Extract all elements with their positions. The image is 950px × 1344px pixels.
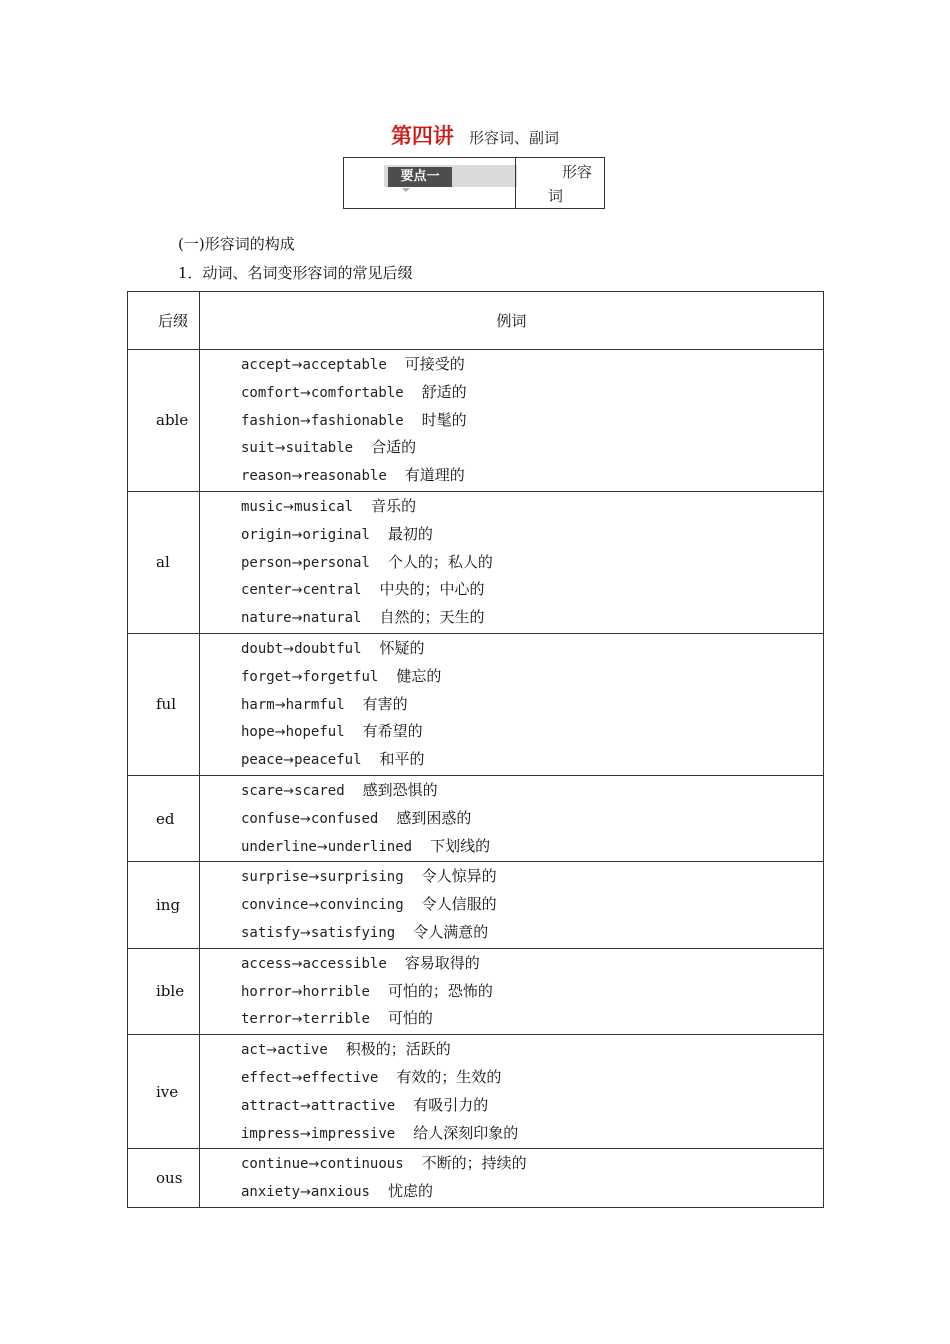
example-line	[241, 406, 823, 434]
examples-cell	[200, 491, 824, 633]
example-line	[241, 918, 823, 946]
base-word: continue	[241, 1156, 309, 1173]
suffix-cell: ful	[128, 633, 200, 775]
derived-word: continuous	[319, 1156, 404, 1173]
meaning: 令人惊异的	[421, 867, 497, 886]
example-line	[241, 1149, 823, 1177]
word-derivation	[241, 984, 370, 1000]
example-line	[241, 890, 823, 918]
table-row	[128, 1035, 824, 1149]
examples-cell	[200, 1035, 824, 1149]
arrow-icon: →	[291, 469, 303, 485]
suffix-cell: al	[128, 491, 200, 633]
meaning: 怀疑的	[379, 638, 425, 657]
arrow-icon: →	[300, 925, 311, 941]
suffix-cell: ed	[128, 775, 200, 861]
derived-word: reasonable	[302, 468, 387, 485]
section-subheading: 1．动词、名词变形容词的常见后缀	[178, 264, 413, 282]
derived-word: surprising	[319, 869, 404, 886]
suffix-cell: able	[128, 350, 200, 492]
suffix-cell: ible	[128, 948, 200, 1034]
word-derivation	[241, 413, 404, 429]
meaning: 给人深刻印象的	[413, 1123, 519, 1142]
arrow-icon: →	[291, 583, 303, 599]
derived-word: accessible	[302, 955, 387, 972]
base-word: horror	[241, 983, 292, 1000]
word-derivation	[241, 1156, 404, 1172]
word-derivation	[241, 582, 362, 598]
example-line	[241, 690, 823, 718]
word-derivation	[241, 641, 362, 657]
meaning: 感到困惑的	[396, 808, 472, 827]
word-derivation	[241, 1070, 378, 1086]
badge-pointer-icon	[402, 188, 410, 192]
base-word: suit	[241, 440, 275, 457]
arrow-icon: →	[291, 1012, 303, 1028]
word-derivation	[241, 357, 387, 373]
word-derivation	[241, 1042, 328, 1058]
word-derivation	[241, 1184, 370, 1200]
base-word: underline	[241, 838, 317, 855]
base-word: effect	[241, 1069, 292, 1086]
arrow-icon: →	[308, 898, 320, 914]
derived-word: acceptable	[302, 357, 387, 373]
arrow-icon: →	[300, 385, 311, 401]
arrow-icon: →	[300, 1126, 311, 1142]
meaning: 不断的；持续的	[421, 1154, 527, 1173]
derived-word: attractive	[310, 1097, 396, 1114]
derived-word: satisfying	[310, 924, 396, 941]
example-line	[241, 1004, 823, 1032]
word-derivation	[241, 527, 370, 543]
arrow-icon: →	[316, 839, 328, 855]
derived-word: peaceful	[294, 752, 362, 769]
derived-word: forgetful	[302, 668, 379, 685]
example-line	[241, 433, 823, 461]
arrow-icon: →	[308, 870, 320, 886]
word-derivation	[241, 669, 378, 685]
arrow-icon: →	[291, 611, 303, 627]
derived-word: comfortable	[310, 384, 404, 401]
example-line	[241, 548, 823, 576]
base-word: hope	[241, 724, 275, 741]
derived-word: suitable	[285, 440, 354, 457]
arrow-icon: →	[291, 669, 303, 685]
arrow-icon: →	[283, 641, 295, 657]
arrow-icon: →	[291, 358, 303, 373]
example-line	[241, 378, 823, 406]
word-derivation	[241, 839, 412, 855]
arrow-icon: →	[283, 753, 295, 769]
suffix-table	[127, 291, 824, 1208]
derived-word: musical	[294, 498, 354, 515]
section-heading: (一)形容词的构成	[178, 235, 295, 253]
meaning: 音乐的	[371, 496, 417, 515]
examples-cell	[200, 1149, 824, 1208]
arrow-icon: →	[300, 413, 311, 429]
word-derivation	[241, 1126, 395, 1142]
base-word: origin	[241, 526, 292, 543]
example-line	[241, 492, 823, 520]
arrow-icon: →	[291, 555, 303, 571]
derived-word: confused	[310, 810, 379, 827]
example-line	[241, 804, 823, 832]
word-derivation	[241, 956, 387, 972]
word-derivation	[241, 1011, 370, 1027]
example-line	[241, 1091, 823, 1119]
example-line	[241, 745, 823, 773]
arrow-icon: →	[300, 1185, 311, 1201]
example-line	[241, 717, 823, 745]
base-word: act	[241, 1042, 267, 1059]
meaning: 积极的；活跃的	[345, 1040, 451, 1059]
arrow-icon: →	[300, 1098, 311, 1114]
derived-word: fashionable	[310, 412, 404, 429]
table-row	[128, 948, 824, 1034]
examples-cell	[200, 350, 824, 492]
example-line	[241, 776, 823, 804]
table-row	[128, 350, 824, 492]
base-word: surprise	[241, 869, 309, 886]
table-header-row	[128, 292, 824, 350]
meaning: 有害的	[362, 694, 408, 713]
meaning: 令人满意的	[413, 922, 489, 941]
word-derivation	[241, 925, 395, 941]
meaning: 最初的	[387, 524, 433, 543]
word-derivation	[241, 724, 345, 740]
lecture-topic: 形容词、副词	[469, 129, 560, 147]
meaning: 可怕的；恐怖的	[387, 981, 493, 1000]
base-word: nature	[241, 610, 292, 627]
meaning: 下划线的	[430, 836, 491, 855]
meaning: 舒适的	[421, 382, 467, 401]
derived-word: active	[277, 1042, 328, 1059]
derived-word: personal	[302, 554, 370, 571]
example-line	[241, 461, 823, 489]
word-derivation	[241, 440, 353, 456]
base-word: center	[241, 582, 292, 599]
base-word: doubt	[241, 640, 284, 657]
example-line	[241, 350, 823, 378]
example-line	[241, 575, 823, 603]
arrow-icon: →	[266, 1043, 278, 1059]
key-point-box	[343, 157, 605, 209]
word-derivation	[241, 610, 362, 626]
meaning: 有效的；生效的	[396, 1067, 502, 1086]
derived-word: original	[302, 526, 370, 543]
examples-cell	[200, 862, 824, 948]
base-word: harm	[241, 696, 275, 713]
derived-word: horrible	[302, 983, 370, 1000]
meaning: 中央的；中心的	[379, 580, 485, 599]
example-line	[241, 832, 823, 860]
example-line	[241, 520, 823, 548]
examples-cell	[200, 633, 824, 775]
base-word: impress	[241, 1125, 301, 1142]
meaning: 可怕的	[387, 1009, 433, 1028]
base-word: person	[241, 554, 292, 571]
base-word: peace	[241, 752, 284, 769]
base-word: satisfy	[241, 924, 301, 941]
meaning: 和平的	[379, 750, 425, 769]
derived-word: scared	[294, 782, 345, 799]
meaning: 个人的；私人的	[387, 552, 493, 571]
word-derivation	[241, 783, 345, 799]
base-word: anxiety	[241, 1184, 301, 1201]
base-word: convince	[241, 897, 309, 914]
arrow-icon: →	[300, 811, 311, 827]
arrow-icon: →	[291, 527, 303, 543]
example-line	[241, 1177, 823, 1205]
derived-word: natural	[302, 610, 362, 627]
document-title	[0, 118, 950, 156]
key-point-divider	[515, 158, 516, 208]
header-examples: 例词	[200, 292, 824, 350]
arrow-icon: →	[283, 499, 295, 515]
meaning: 有希望的	[362, 722, 423, 741]
base-word: fashion	[241, 412, 301, 429]
derived-word: anxious	[310, 1184, 370, 1201]
arrow-icon: →	[308, 1157, 320, 1173]
meaning: 有吸引力的	[413, 1095, 489, 1114]
meaning: 容易取得的	[404, 953, 480, 972]
example-line	[241, 662, 823, 690]
example-line	[241, 949, 823, 977]
base-word: terror	[241, 1011, 292, 1028]
arrow-icon: →	[274, 441, 286, 457]
arrow-icon: →	[291, 1070, 303, 1086]
suffix-cell: ive	[128, 1035, 200, 1149]
base-word: reason	[241, 468, 292, 485]
table-row	[128, 862, 824, 948]
meaning: 有道理的	[404, 466, 465, 485]
table-row	[128, 1149, 824, 1208]
arrow-icon: →	[274, 725, 286, 741]
meaning: 令人信服的	[421, 895, 497, 914]
arrow-icon: →	[283, 783, 295, 799]
word-derivation	[241, 468, 387, 484]
word-derivation	[241, 697, 345, 713]
key-point-badge: 要点一	[388, 167, 452, 187]
example-line	[241, 634, 823, 662]
derived-word: effective	[302, 1069, 379, 1086]
example-line	[241, 603, 823, 631]
examples-cell	[200, 775, 824, 861]
example-line	[241, 1119, 823, 1147]
derived-word: doubtful	[294, 640, 362, 657]
suffix-cell: ous	[128, 1149, 200, 1208]
derived-word: underlined	[327, 838, 413, 855]
meaning: 感到恐惧的	[362, 780, 438, 799]
example-line	[241, 862, 823, 890]
examples-cell	[200, 948, 824, 1034]
example-line	[241, 977, 823, 1005]
meaning: 健忘的	[396, 666, 442, 685]
arrow-icon: →	[274, 697, 286, 713]
meaning: 忧虑的	[387, 1182, 433, 1201]
base-word: confuse	[241, 810, 301, 827]
suffix-cell: ing	[128, 862, 200, 948]
key-point-topic: 形容词	[548, 163, 593, 205]
base-word: scare	[241, 782, 284, 799]
meaning: 时髦的	[421, 410, 467, 429]
example-line	[241, 1035, 823, 1063]
meaning: 合适的	[371, 438, 417, 457]
word-derivation	[241, 499, 353, 515]
derived-word: hopeful	[285, 724, 345, 741]
table-row	[128, 491, 824, 633]
derived-word: harmful	[285, 696, 345, 713]
meaning: 可接受的	[404, 355, 465, 373]
derived-word: convincing	[319, 897, 404, 914]
arrow-icon: →	[291, 984, 303, 1000]
word-derivation	[241, 897, 404, 913]
table-row	[128, 775, 824, 861]
word-derivation	[241, 869, 404, 885]
table-row	[128, 633, 824, 775]
derived-word: impressive	[310, 1125, 396, 1142]
word-derivation	[241, 385, 404, 401]
example-line	[241, 1063, 823, 1091]
lecture-number: 第四讲	[390, 124, 454, 148]
base-word: forget	[241, 668, 292, 685]
base-word: attract	[241, 1097, 301, 1114]
base-word: music	[241, 498, 284, 515]
base-word: accept	[241, 357, 292, 373]
base-word: comfort	[241, 384, 301, 401]
derived-word: central	[302, 582, 362, 599]
derived-word: terrible	[302, 1011, 370, 1028]
word-derivation	[241, 555, 370, 571]
header-suffix: 后缀	[128, 292, 200, 350]
word-derivation	[241, 752, 362, 768]
base-word: access	[241, 955, 292, 972]
word-derivation	[241, 811, 378, 827]
arrow-icon: →	[291, 956, 303, 972]
meaning: 自然的；天生的	[379, 608, 485, 627]
word-derivation	[241, 1098, 395, 1114]
